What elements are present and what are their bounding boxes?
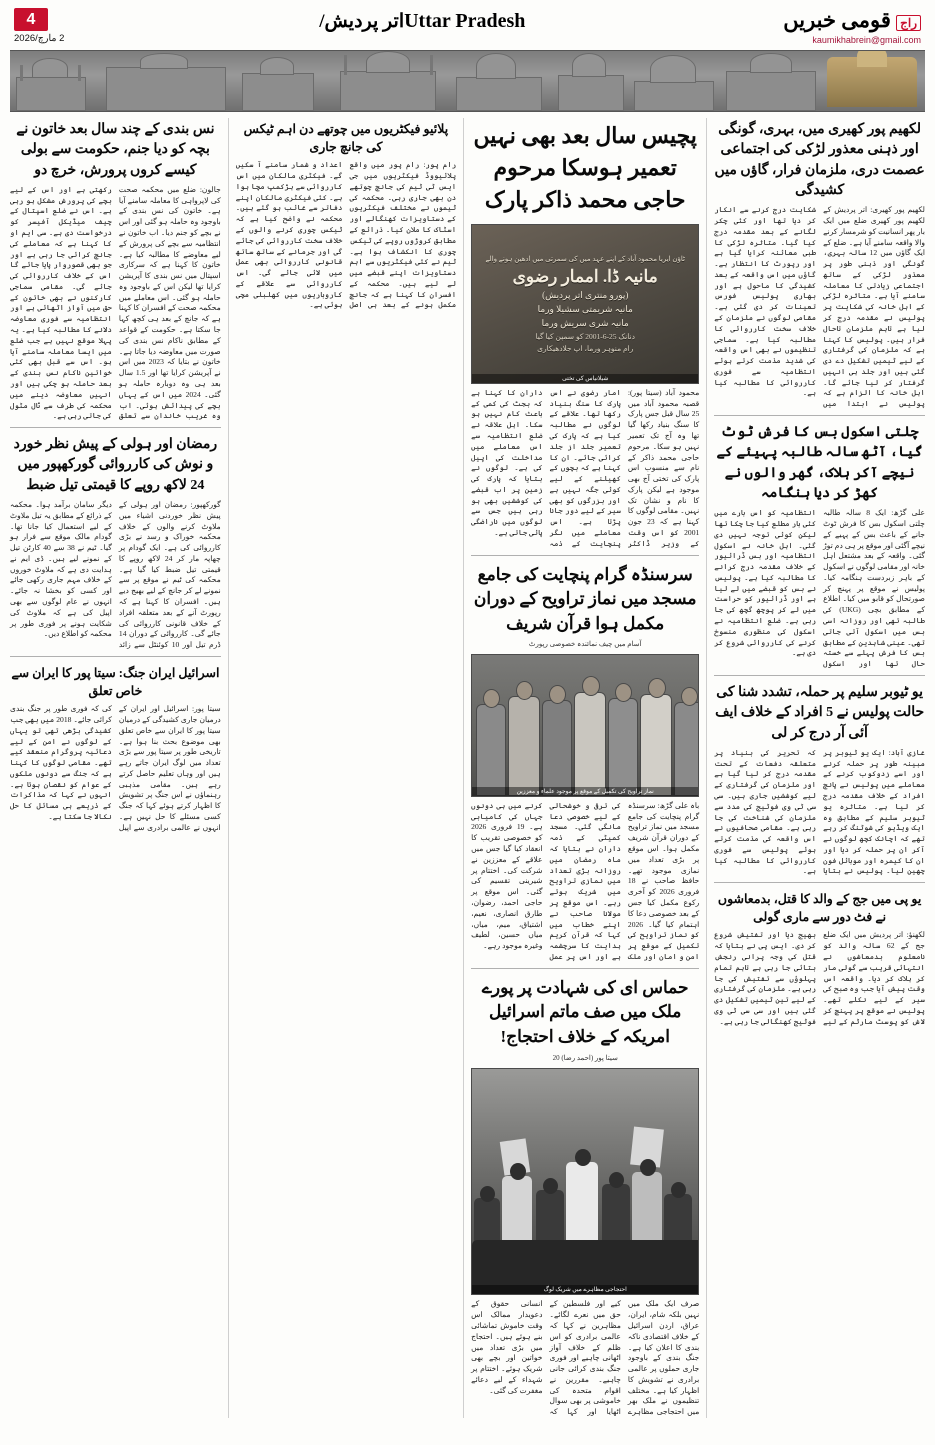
masthead-left — [14, 8, 64, 44]
plaque-line-4: مانیہ شریمتی سشیلا ورما — [537, 303, 633, 314]
article-b3-headline: حماس ای کی شہادت پر پورے ملک میں صف ماتم اسرائیل امریکہ کے خلاف احتجاج! — [481, 977, 689, 1046]
article-d2-headline: رمضان اور ہولی کے پیش نظر خورد و نوش کی کارروائی گورکھپور میں 24 لاکھ روپے کا قیمتی تیل ضبط — [13, 437, 218, 493]
article-d1-body: جالون: ضلع میں محکمہ صحت کی لاپرواہی کا معاملہ سامنے آیا ہے۔ خاتون کی نس بندی کے باوجود وہ حاملہ ہو گئی اور اس نے بچے کو جنم دیا۔ اب خاتون نے انتظامیہ سے بچے کی پرورش کے لیے معاوضے کا مطالبہ کیا ہے۔ خاتون کا کہنا ہے کہ سرکاری اسپتال میں نس بندی کا آپریشن کرایا تھا لیکن اس کے باوجود وہ حاملہ ہو گئی۔ اس معاملے میں محکمہ صحت کے افسران کا کہنا ہے کہ جانچ کے بعد ہی کچھ کہا جا سکتا ہے۔ حکومت کے قواعد کے مطابق ناکام نس بندی کی صورت میں معاوضہ دیا جاتا ہے۔ خاتون نے بتایا کہ 2023 میں اس نے آپریشن کرایا تھا اور 1.5 سال بعد ہی وہ دوبارہ حاملہ ہو گئی۔ 2024 میں اس کے یہاں بچے کی پیدائش ہوئی۔ اب وہ غریب خاندان سے تعلق رکھتی ہے اور اس کے لیے بچے کی پرورش مشکل ہو رہی ہے۔ اس نے ضلع اسپتال کے چیف میڈیکل آفیسر کو درخواست دی ہے۔ سی ایم او کا کہنا ہے کہ معاملے کی جانچ کرائی جا رہی ہے اور جو بھی قصوروار پایا جائے گا اس کے خلاف کارروائی کی جائے گی۔ مقامی سماجی کارکنوں نے بھی خاتون کے حق میں آواز اٹھائی ہے اور انتظامیہ سے فوری معاوضہ دلانے کا مطالبہ کیا ہے۔ یہ پہلا موقع نہیں ہے جب ضلع میں ایسا معاملہ سامنے آیا ہو۔ اس سے قبل بھی کئی خواتین ناکام نس بندی کے بعد حاملہ ہو چکی ہیں اور انہیں معاوضہ دینے میں محکمہ کی طرف سے ٹال مٹول کی جاتی رہی ہے۔ — [10, 184, 221, 421]
article-b2-photo-group — [471, 654, 699, 796]
article-b2-byline: آسام میں چیف نمائندہ خصوصی رپورٹ — [528, 640, 642, 649]
article-b3-photo-caption: احتجاجی مظاہرے میں شریک لوگ — [472, 1285, 698, 1294]
contact-email: kaumikhabrein@gmail.com — [812, 35, 921, 45]
column-center-left — [236, 118, 456, 1418]
publication-name — [783, 8, 921, 33]
column-left — [10, 118, 221, 1418]
article-b3-body: صرف ایک ملک میں نہیں بلکہ شام، ایران، عراق، اردن اسرائیل کے خلاف اقتصادی ناکہ بندی کا اعلان کیا ہے۔ جنگ بندی کے باوجود جاری حملوں پر عالمی برادری نے تشویش کا اظہار کیا ہے۔ مختلف تنظیموں نے ملک بھر میں احتجاجی مظاہرے کیے اور فلسطین کے حق میں نعرے لگائے۔ مظاہرین نے کہا کہ عالمی برادری کو اس ظلم کے خلاف آواز اٹھانی چاہیے اور فوری جنگ بندی کرائی جانی چاہیے۔ مقررین نے اقوام متحدہ کی خاموشی پر بھی سوال اٹھایا اور کہا کہ انسانی حقوق کے دعویدار ممالک اس وقت خاموش تماشائی بنے ہوئے ہیں۔ احتجاج میں بڑی تعداد میں خواتین اور بچے بھی شریک ہوئے۔ اختتام پر شہداء کے لیے دعائے مغفرت کی گئی۔ — [471, 1299, 700, 1417]
plaque-line-2: مانیہ ڈا. اممار رضوی — [512, 266, 658, 286]
publication-logo-mark: راج — [896, 15, 921, 31]
masthead-right — [783, 8, 921, 45]
plaque-line-7: رام منوہر ورما، اپ جلادھیکاری — [537, 343, 634, 353]
article-grid — [10, 118, 925, 1418]
column-center-right — [471, 118, 699, 1418]
plaque-line-3: (پورو منتری اتر پردیش) — [542, 289, 629, 300]
column-divider — [706, 118, 707, 1418]
article-d2-body: گورکھپور: رمضان اور ہولی کے پیش نظر خوردنی اشیاء میں ملاوٹ کرنے والوں کے خلاف محکمہ خوراک و رسد نے بڑی کارروائی کی ہے۔ ایک گودام پر چھاپہ مار کر 24 لاکھ روپے کا قیمتی تیل ضبط کیا گیا ہے۔ محکمہ کی ٹیم نے موقع پر سے نمونے لے کر جانچ کے لیے بھیج دیے ہیں۔ افسران کا کہنا ہے کہ رپورٹ آنے کے بعد متعلقہ افراد کے خلاف قانونی کارروائی کی جائے گی۔ کارروائی کے دوران 14 ڈرم تیل اور 10 کوئنٹل سے زائد دیگر سامان برآمد ہوا۔ محکمہ کے ذرائع کے مطابق یہ تیل ملاوٹ کے لیے استعمال کیا جانا تھا۔ گودام مالک موقع سے فرار ہو گیا۔ ٹیم نے 38 سے 40 کارٹن تیل کے نمونے لیے ہیں۔ ڈی ایم نے ہدایت دی ہے کہ ملاوٹ خوروں کے خلاف مہم جاری رکھی جائے اور کسی کو بخشا نہ جائے۔ انہوں نے عام لوگوں سے بھی اپیل کی ہے کہ ملاوٹ کی شکایت ہونے پر فوری طور پر محکمہ کو اطلاع دیں۔ — [10, 499, 221, 650]
article-b1-photo-plaque — [471, 224, 699, 384]
plaque-line-5: مانیہ شری سریش ورما — [541, 317, 629, 328]
article-d3-body: سیتا پور: اسرائیل اور ایران کے درمیان جاری کشیدگی کے درمیان سیتا پور کا ایران سے خاص تعلق بھی موضوع بحث بنا ہوا ہے۔ تاریخی طور پر سیتا پور سے بڑی تعداد میں لوگ ایران جاتے رہے ہیں اور وہاں تعلیم حاصل کرتے رہے ہیں۔ مقامی مذہبی رہنماؤں نے اس جنگ پر تشویش کا اظہار کرتے ہوئے کہا کہ جنگ کسی مسئلے کا حل نہیں ہے۔ انہوں نے عالمی برادری سے اپیل کی کہ فوری طور پر جنگ بندی کرائی جائے۔ 2018 میں بھی جب کشیدگی بڑھی تھی تو یہاں کے لوگوں نے امن کے لیے دعائیہ پروگرام منعقد کیے تھے۔ مقامی لوگوں کا کہنا ہے کہ جنگ سے دونوں ملکوں کے عوام کو نقصان ہوتا ہے۔ انہوں نے کہا کہ مذاکرات کے ذریعے ہی مسائل کا حل نکالا جا سکتا ہے۔ — [10, 704, 221, 832]
article-a4-headline: یو پی میں جج کے والد کا قتل، بدمعاشوں نے فٹ دور سے ماری گولی — [717, 892, 922, 925]
section-title-urdu: اتر پردیش/ — [319, 11, 405, 32]
article-a1-headline: لکھیم پور کھیری میں، بہری، گونگی اور ذہنی معذور لڑکی کی اجتماعی عصمت دری، ملزمان فرار، گاؤں میں کشیدگی — [714, 122, 925, 198]
plaque-line-1: ٹاؤن ایریا محمود آباد کے اپنے عہد میں کی سمرتی میں ادھین ہونے والے — [485, 254, 685, 263]
column-right — [714, 118, 925, 1418]
article-a1-body: لکھیم پور کھیری: اتر پردیش کے لکھیم پور کھیری ضلع میں ایک بار پھر انسانیت کو شرمسار کرنے والا واقعہ سامنے آیا ہے۔ ضلع کے ایک گاؤں میں 12 سالہ بہری، گونگی اور ذہنی طور پر معذور لڑکی کے ساتھ اجتماعی زیادتی کا معاملہ سامنے آیا ہے۔ متاثرہ لڑکی کے اہل خانہ کی شکایت پر پولیس نے مقدمہ درج کر لیا ہے تاہم ملزمان تاحال فرار ہیں۔ پولیس کا کہنا ہے کہ ملزمان کی گرفتاری کے لیے ٹیمیں تشکیل دے دی گئی ہیں اور جلد ہی انہیں گرفتار کر لیا جائے گا۔ اہل خانہ کا الزام ہے کہ پولیس نے ابتدا میں شکایت درج کرنے سے انکار کر دیا تھا اور کئی چکر لگانے کے بعد مقدمہ درج کیا گیا۔ متاثرہ لڑکی کا طبی معائنہ کرایا گیا ہے اور رپورٹ کا انتظار ہے۔ گاؤں میں اس واقعہ کے بعد کشیدگی کا ماحول ہے اور بھاری پولیس فورس تعینات کر دی گئی ہے۔ مقامی لوگوں نے ملزمان کے خلاف سخت کارروائی کا مطالبہ کیا ہے۔ سماجی تنظیموں نے بھی اس واقعہ کی شدید مذمت کرتے ہوئے انتظامیہ سے فوری کارروائی کا مطالبہ کیا ہے۔ — [714, 205, 925, 409]
article-b2-photo-caption: نماز تراویح کی تکمیل کے موقع پر موجود علماء و معززین — [472, 787, 698, 796]
plaque-line-6: دنانک 25-6-2001 کو سمپن کیا گیا — [535, 331, 635, 341]
article-a4-body: لکھنؤ: اتر پردیش میں ایک ضلع جج کے 62 سالہ والد کو نامعلوم بدمعاشوں نے انتہائی قریب سے گولی مار کر ہلاک کر دیا۔ واقعہ اس وقت پیش آیا جب وہ صبح کی سیر کے لیے نکلے تھے۔ پولیس نے موقع پر پہنچ کر لاش کو پوسٹ مارٹم کے لیے بھیج دیا اور تفتیش شروع کر دی۔ ایس پی نے بتایا کہ قتل کی وجہ پرانی رنجش بتائی جا رہی ہے تاہم تمام پہلوؤں سے تفتیش کی جا رہی ہے۔ ملزمان کی گرفتاری کے لیے تین ٹیمیں تشکیل دی گئی ہیں اور سی سی ٹی وی فوٹیج کھنگالی جا رہی ہے۔ — [714, 930, 925, 1026]
article-a2-body: علی گڑھ: ایک 8 سالہ طالبہ چلتی اسکول بس کا فرش ٹوٹ جانے کے باعث بس کے پہیے کے نیچے آگئی اور موقع پر ہی دم توڑ گئی۔ واقعہ کے بعد مشتعل اہل خانہ اور مقامی لوگوں نے اسکول کے باہر زبردست ہنگامہ کیا۔ پولیس نے موقع پر پہنچ کر صورتحال کو قابو میں کیا۔ اطلاع کے مطابق بچی (UKG) کی طالبہ تھی اور روزانہ اسی بس میں اسکول آتی جاتی تھی۔ عینی شاہدین کے مطابق بس کا فرش پہلے سے خستہ حال تھا اور اسکول انتظامیہ کو اس بارے میں کئی بار مطلع کیا جا چکا تھا لیکن کوئی توجہ نہیں دی گئی۔ اہل خانہ نے اسکول انتظامیہ اور بس ڈرائیور کے خلاف مقدمہ درج کرانے کا مطالبہ کیا ہے۔ پولیس نے بس کو قبضے میں لے لیا ہے اور ڈرائیور کو حراست میں لے کر پوچھ گچھ کی جا رہی ہے۔ ضلع انتظامیہ نے اسکول کی منظوری منسوخ کرنے کی کارروائی شروع کر دی ہے۔ — [714, 508, 925, 669]
column-divider-2 — [463, 118, 464, 1418]
article-b3-photo-protest — [471, 1068, 699, 1296]
article-d3-headline: اسرائیل ایران جنگ: سیتا پور کا ایران سے خاص تعلق — [11, 665, 220, 699]
article-b1-body: محمود آباد (سیتا پور): قصبہ محمود آباد میں 25 سال قبل جس پارک کا سنگ بنیاد رکھا گیا تھا وہ آج تک تعمیر نہیں ہو سکا۔ مرحوم حاجی محمد ذاکر کے نام سے منسوب اس پارک کی تختی آج بھی موجود ہے لیکن پارک کا نام و نشان تک نہیں۔ مقامی لوگوں کا کہنا ہے کہ 23 جون 2001 کو اس وقت کے وزیر ڈاکٹر امار رضوی نے اس پارک کا سنگ بنیاد رکھا تھا۔ علاقے کے لوگوں نے مطالبہ کیا ہے کہ پارک کی تعمیر جلد از جلد کرائی جائے۔ ان کا کہنا ہے کہ بچوں کے کھیلنے کے لیے کوئی جگہ نہیں ہے اور بزرگوں کو بھی سیر کے لیے دور جانا پڑتا ہے۔ اس معاملے میں نگر پنچایت کے ذمہ داران کا کہنا ہے کہ بجٹ کی کمی کے باعث کام نہیں ہو سکا۔ اہل علاقہ نے ضلع انتظامیہ سے اس معاملے میں مداخلت کی اپیل کی ہے۔ لوگوں نے بتایا کہ پارک کی زمین پر اب قبضے کی کوششیں بھی ہو رہی ہیں جس سے لوگوں میں ناراضگی پائی جاتی ہے۔ — [471, 387, 700, 548]
column-divider-3 — [228, 118, 229, 1418]
article-c1-body: رام پور: رام پور میں واقع پلائیووڈ فیکٹریوں میں جی ایس ٹی ٹیم کی جانچ چوتھے دن بھی جاری رہی۔ محکمہ کی ٹیموں نے مختلف فیکٹریوں کے دستاویزات کھنگالے اور اسٹاک کا ملان کیا۔ ذرائع کے مطابق کروڑوں روپے کی ٹیکس چوری کا انکشاف ہوا ہے۔ ٹیم نے کئی فیکٹریوں سے اہم دستاویزات اپنے قبضے میں لے لیے ہیں۔ محکمہ کے افسران کا کہنا ہے کہ جانچ مکمل ہونے کے بعد ہی اصل اعداد و شمار سامنے آ سکیں گے۔ فیکٹری مالکان میں اس کارروائی سے ہڑکمپ مچا ہوا ہے۔ کئی فیکٹری مالکان اپنے دفاتر سے غائب ہو گئے ہیں۔ محکمہ نے واضح کیا ہے کہ ٹیکس چوری کرنے والوں کے خلاف سخت کارروائی کی جائے گی اور جرمانے کے ساتھ ساتھ قانونی کارروائی بھی عمل میں لائی جائے گی۔ اس کارروائی سے علاقے کے کاروباریوں میں کھلبلی مچی ہوئی ہے۔ — [235, 160, 457, 310]
masthead — [10, 8, 925, 46]
article-b1-photo-caption: شیلانیاس کی تختی — [472, 374, 698, 383]
article-a3-body: غازی آباد: ایک یو ٹیوبر پر مبینہ طور پر حملہ کرنے اور اسے زدوکوب کرنے کے معاملے میں پولیس نے پانچ افراد کے خلاف مقدمہ درج کر لیا ہے۔ متاثرہ یو ٹیوبر سلیم کے مطابق وہ ایک ویڈیو کی شوٹنگ کر رہے تھے کہ اچانک کچھ لوگوں نے آکر ان پر حملہ کر دیا اور ان کا کیمرہ اور موبائل فون چھین لیا۔ پولیس نے بتایا کہ تحریر کی بنیاد پر متعلقہ دفعات کے تحت مقدمہ درج کر لیا گیا ہے اور ملزمان کی گرفتاری کے لیے کوششیں جاری ہیں۔ سی سی ٹی وی فوٹیج کی مدد سے ملزمان کی شناخت کی جا رہی ہے۔ مقامی صحافیوں نے اس واقعہ کی مذمت کرتے ہوئے پولیس سے فوری کارروائی کا مطالبہ کیا ہے۔ — [714, 747, 925, 876]
section-title — [64, 10, 783, 33]
skyline-banner-image — [10, 50, 925, 112]
article-c1-headline: پلائیو فیکٹریوں میں چوتھے دن اہم ٹیکس کی جانچ جاری — [243, 122, 449, 155]
article-a3-headline: یو ٹیوبر سلیم پر حملہ، تشدد شنا کی حالت پولیس نے 5 افراد کے خلاف ایف آئی آر درج کر لی — [715, 684, 925, 741]
article-b2-body: باہ علی گڑھ: سرسنڈہ گرام پنچایت کی جامع مسجد میں نماز تراویح کے دوران قرآن شریف مکمل ہوا۔ اس موقع پر بڑی تعداد میں نمازی موجود تھے۔ حافظ صاحب نے 18 فروری 2026 کو آخری رکوع مکمل کیا جس کے بعد خصوصی دعا کا اہتمام کیا گیا۔ 2026 کو نماز تراویح کی تکمیل کے موقع پر امن و امان اور ملک کی ترقی و خوشحالی کے لیے خصوصی دعا مانگی گئی۔ مسجد کمیٹی کے ذمہ داران نے بتایا کہ ماہ رمضان میں روزانہ بڑی تعداد میں نمازی تراویح میں شریک ہوتے رہے۔ اس موقع پر مولانا صاحب نے اپنے خطاب میں کہا کہ قرآن کریم ہدایت کا سرچشمہ ہے اور اس پر عمل کرنے میں ہی دونوں جہاں کی کامیابی ہے۔ 19 فروری 2026 کو خصوصی تقریب کا انعقاد کیا گیا جس میں علاقے کے معززین نے شرکت کی۔ اختتام پر شیرینی تقسیم کی گئی۔ اس موقع پر حاجی احمد، رضوان، طارق انصاری، نعیم، اشتیاق، میم، میاں، میاں حسین، لطیف وغیرہ موجود رہے۔ — [471, 800, 700, 961]
section-title-english: Uttar Pradesh — [404, 10, 526, 32]
issue-date: 2 مارچ/2026 — [14, 33, 65, 44]
page-number-badge: 4 — [14, 8, 48, 31]
article-b3-byline: سیتا پور (احمد رضا) 20 — [552, 1053, 618, 1062]
golden-temple-illustration — [827, 57, 917, 107]
article-b2-headline: سرسنڈہ گرام پنچایت کی جامع مسجد میں نماز تراویح کے دوران مکمل ہوا قرآن شریف — [473, 564, 697, 633]
article-b1-headline: پچیس سال بعد بھی نہیں تعمیر ہوسکا مرحوم حاجی محمد ذاکر پارک — [473, 123, 697, 212]
article-a2-headline: چلتی اسکول بس کا فرش ٹوٹ گیا، آٹھ سالہ طالبہ پہیئے کے نیچے آکر ہلاک، گھر والوں نے کھڑ کر دیا ہنگامہ — [716, 425, 923, 501]
publication-name-text: قومی خبریں — [783, 8, 891, 32]
article-d1-headline: نس بندی کے چند سال بعد خاتون نے بچہ کو دیا جنم، حکومت سے بولی کیسے کروں پرورش، خرچ دو — [16, 122, 215, 178]
